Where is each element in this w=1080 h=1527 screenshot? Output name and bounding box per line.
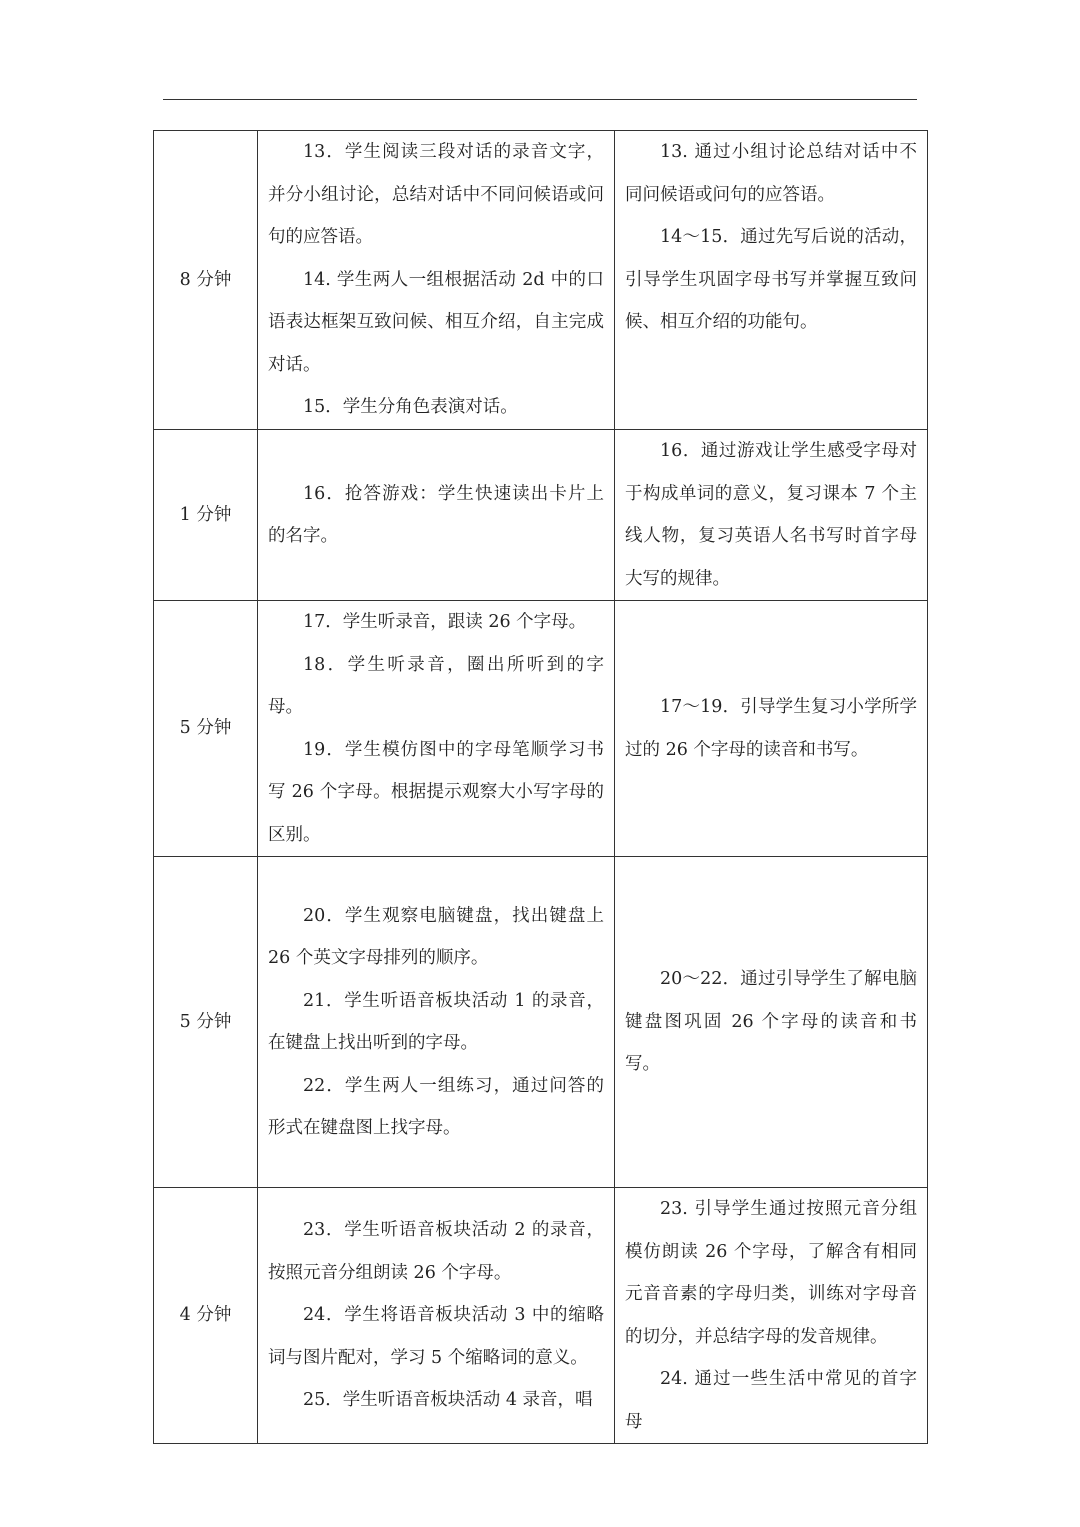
activity-item: 13．学生阅读三段对话的录音文字，并分小组讨论，总结对话中不同问候语或问句的应答语。 [268, 142, 604, 248]
purpose-item: 24. 通过一些生活中常见的首字母 [625, 1369, 917, 1432]
table-row [154, 857, 928, 1188]
activity-item: 20．学生观察电脑键盘，找出键盘上 26 个英文字母排列的顺序。 [268, 905, 604, 968]
time-cell: 5 分钟 [154, 601, 258, 857]
purpose-cell [615, 857, 928, 1188]
activity-cell [258, 1188, 615, 1444]
activity-item: 18．学生听录音，圈出所听到的字母。 [268, 654, 604, 717]
table-row [154, 430, 928, 601]
activity-item: 25．学生听语音板块活动 4 录音，唱 [303, 1390, 593, 1411]
purpose-item: 16．通过游戏让学生感受字母对于构成单词的意义，复习课本 7 个主线人物，复习英语人名书写时首字母大写的规律。 [625, 441, 917, 589]
activity-item: 14. 学生两人一组根据活动 2d 中的口语表达框架互致问候、相互介绍，自主完成对话。 [268, 269, 604, 375]
table-row [154, 1188, 928, 1444]
activity-item: 21．学生听语音板块活动 1 的录音，在键盘上找出听到的字母。 [268, 990, 604, 1053]
time-cell: 1 分钟 [154, 430, 258, 601]
activity-cell [258, 857, 615, 1188]
activity-item: 15．学生分角色表演对话。 [303, 397, 518, 418]
time-cell: 8 分钟 [154, 131, 258, 430]
header-rule [163, 99, 917, 100]
purpose-cell [615, 601, 928, 857]
activity-cell [258, 430, 615, 601]
lesson-plan-table [153, 130, 928, 1444]
activity-item: 22．学生两人一组练习，通过问答的形式在键盘图上找字母。 [268, 1075, 604, 1138]
time-cell: 4 分钟 [154, 1188, 258, 1444]
time-cell: 5 分钟 [154, 857, 258, 1188]
purpose-item: 23. 引导学生通过按照元音分组模仿朗读 26 个字母，了解含有相同元音音素的字母归类，训练对字母音的切分，并总结字母的发音规律。 [625, 1199, 917, 1347]
activity-cell [258, 131, 615, 430]
activity-item: 17．学生听录音，跟读 26 个字母。 [303, 612, 587, 632]
purpose-item: 14～15．通过先写后说的活动，引导学生巩固字母书写并掌握互致问候、相互介绍的功能句。 [625, 227, 917, 332]
activity-item: 16．抢答游戏：学生快速读出卡片上的名字。 [268, 483, 604, 546]
purpose-item: 17～19．引导学生复习小学所学过的 26 个字母的读音和书写。 [625, 697, 917, 760]
purpose-cell [615, 430, 928, 601]
activity-item: 24．学生将语音板块活动 3 中的缩略词与图片配对，学习 5 个缩略词的意义。 [268, 1305, 604, 1368]
purpose-item: 20～22．通过引导学生了解电脑键盘图巩固 26 个字母的读音和书写。 [625, 969, 917, 1075]
purpose-item: 13. 通过小组讨论总结对话中不同问候语或问句的应答语。 [625, 142, 917, 205]
activity-cell [258, 601, 615, 857]
activity-item: 19．学生模仿图中的字母笔顺学习书写 26 个字母。根据提示观察大小写字母的区别。 [268, 739, 604, 845]
purpose-cell [615, 1188, 928, 1444]
purpose-cell [615, 131, 928, 430]
table-row [154, 131, 928, 430]
table-row [154, 601, 928, 857]
activity-item: 23．学生听语音板块活动 2 的录音，按照元音分组朗读 26 个字母。 [268, 1220, 604, 1283]
